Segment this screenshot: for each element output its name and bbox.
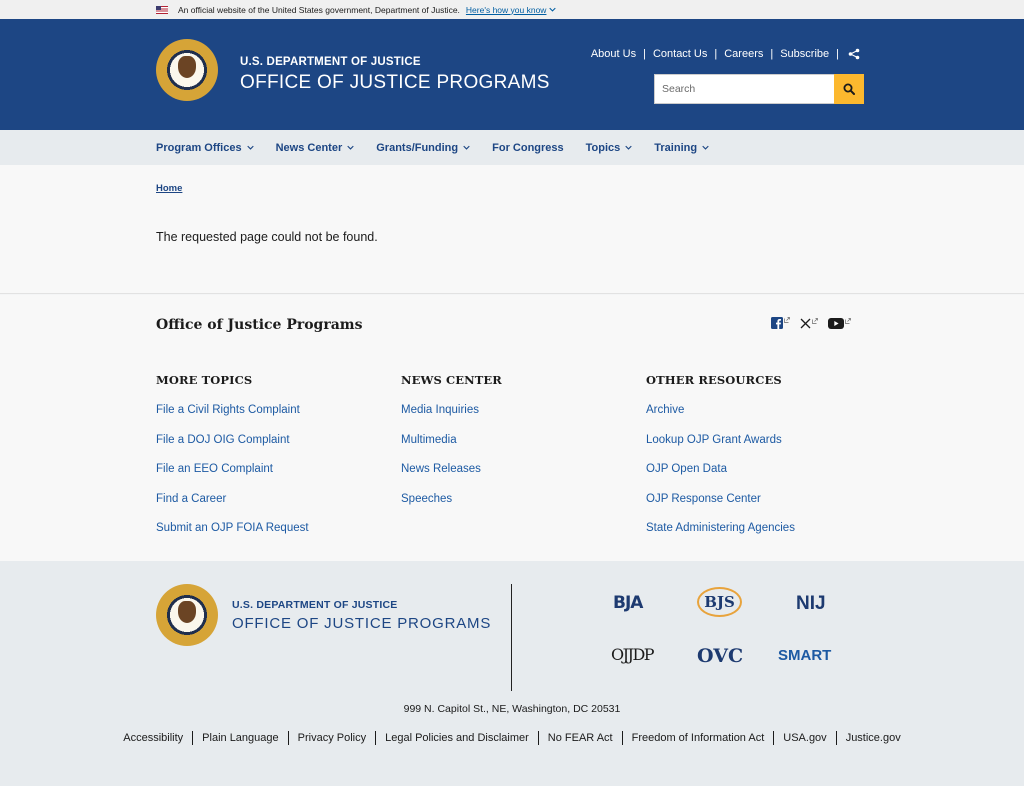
x-icon	[800, 318, 811, 329]
external-link-icon	[845, 318, 851, 324]
divider	[375, 731, 376, 745]
column-heading: NEWS CENTER	[401, 373, 502, 387]
eeo-complaint-link[interactable]: File an EEO Complaint	[156, 463, 273, 475]
bjs-logo[interactable]: BJS	[697, 587, 742, 617]
footer-links-section	[0, 295, 1024, 561]
divider	[773, 731, 774, 745]
civil-rights-complaint-link[interactable]: File a Civil Rights Complaint	[156, 404, 300, 416]
nav-label: Grants/Funding	[376, 141, 459, 154]
youtube-icon	[828, 318, 844, 329]
divider: |	[770, 48, 774, 60]
chevron-down-icon	[347, 145, 354, 150]
about-us-link[interactable]: About Us	[590, 48, 637, 60]
news-releases-link[interactable]: News Releases	[401, 463, 481, 475]
find-career-link[interactable]: Find a Career	[156, 492, 227, 505]
main-content	[0, 165, 1024, 294]
chevron-down-icon	[549, 7, 556, 12]
external-link-icon	[812, 318, 818, 324]
smart-logo[interactable]: SMART	[778, 647, 832, 664]
contact-us-link[interactable]: Contact Us	[652, 48, 708, 60]
subscribe-link[interactable]: Subscribe	[780, 48, 830, 60]
page-not-found-message: The requested page could not be found.	[156, 230, 378, 244]
no-fear-act-link[interactable]: No FEAR Act	[547, 732, 613, 744]
doj-seal-logo[interactable]	[156, 584, 218, 646]
footer-office-name[interactable]: OFFICE OF JUSTICE PROGRAMS	[232, 615, 492, 632]
nij-logo[interactable]: NIJ	[796, 593, 826, 614]
header-dept-name[interactable]: U.S. DEPARTMENT OF JUSTICE	[240, 56, 421, 68]
nav-grants-funding[interactable]	[376, 142, 470, 154]
divider	[192, 731, 193, 745]
social-links	[771, 317, 851, 329]
foia-request-link[interactable]: Submit an OJP FOIA Request	[156, 522, 309, 534]
grant-awards-link[interactable]: Lookup OJP Grant Awards	[646, 433, 782, 446]
utility-links	[591, 48, 860, 60]
search-form	[654, 74, 864, 104]
legal-policies-link[interactable]: Legal Policies and Disclaimer	[385, 732, 529, 744]
footer-column-other-resources	[646, 373, 795, 552]
x-link[interactable]	[800, 318, 818, 329]
search-button[interactable]	[834, 74, 864, 104]
media-inquiries-link[interactable]: Media Inquiries	[401, 404, 479, 416]
search-input[interactable]	[654, 74, 834, 104]
header-office-name[interactable]: OFFICE OF JUSTICE PROGRAMS	[240, 72, 550, 93]
vertical-divider	[511, 584, 512, 691]
column-heading: OTHER RESOURCES	[646, 373, 782, 387]
main-nav	[0, 130, 1024, 165]
nav-news-center[interactable]	[276, 142, 355, 154]
gov-banner-text: An official website of the United States government, Department of Justice.	[178, 4, 460, 15]
archive-link[interactable]: Archive	[646, 404, 685, 416]
doj-seal-logo[interactable]	[156, 39, 218, 101]
nav-label: Training	[654, 141, 698, 154]
open-data-link[interactable]: OJP Open Data	[646, 463, 727, 475]
accessibility-link[interactable]: Accessibility	[123, 732, 184, 744]
state-agencies-link[interactable]: State Administering Agencies	[646, 522, 795, 534]
office-address: 999 N. Capitol St., NE, Washington, DC 20531	[403, 703, 621, 715]
footer-dept-name[interactable]: U.S. DEPARTMENT OF JUSTICE	[232, 599, 398, 611]
divider	[538, 731, 539, 745]
chevron-down-icon	[247, 145, 254, 150]
youtube-link[interactable]	[828, 318, 851, 329]
divider	[836, 731, 837, 745]
nav-topics[interactable]	[586, 142, 633, 154]
facebook-icon	[771, 317, 783, 329]
heres-how-you-know-link[interactable]	[466, 5, 557, 15]
bja-logo[interactable]: BJA	[613, 593, 643, 613]
nav-for-congress[interactable]	[492, 142, 564, 154]
privacy-policy-link[interactable]: Privacy Policy	[297, 732, 367, 744]
nav-label: News Center	[275, 141, 343, 154]
share-icon[interactable]	[848, 48, 860, 60]
chevron-down-icon	[702, 145, 709, 150]
doj-oig-complaint-link[interactable]: File a DOJ OIG Complaint	[156, 433, 290, 446]
multimedia-link[interactable]: Multimedia	[401, 433, 457, 446]
legal-links	[0, 731, 1024, 745]
justice-gov-link[interactable]: Justice.gov	[845, 732, 901, 744]
divider: |	[643, 48, 646, 60]
careers-link[interactable]: Careers	[724, 48, 764, 60]
facebook-link[interactable]	[771, 317, 790, 329]
divider: |	[714, 48, 718, 60]
gov-banner	[0, 0, 1024, 19]
search-icon	[843, 83, 855, 95]
footer-column-more-topics	[156, 373, 309, 552]
divider: |	[836, 48, 839, 60]
usa-gov-link[interactable]: USA.gov	[783, 732, 827, 744]
footer-title: Office of Justice Programs	[156, 317, 363, 333]
nav-label: Topics	[585, 141, 621, 154]
plain-language-link[interactable]: Plain Language	[202, 732, 279, 744]
column-heading: MORE TOPICS	[156, 373, 253, 387]
divider	[288, 731, 289, 745]
nav-label: For Congress	[492, 141, 564, 154]
nav-training[interactable]	[654, 142, 709, 154]
heres-how-you-know-label: Here's how you know	[465, 4, 547, 15]
ojjdp-logo[interactable]: OJJDP	[611, 645, 654, 664]
speeches-link[interactable]: Speeches	[401, 492, 453, 505]
footer-column-news-center	[401, 373, 502, 522]
footer-bottom	[0, 561, 1024, 786]
us-flag-icon	[156, 6, 168, 14]
chevron-down-icon	[625, 145, 632, 150]
response-center-link[interactable]: OJP Response Center	[646, 492, 761, 505]
nav-label: Program Offices	[156, 141, 242, 154]
foia-link[interactable]: Freedom of Information Act	[631, 732, 765, 744]
chevron-down-icon	[463, 145, 470, 150]
nav-program-offices[interactable]	[156, 142, 254, 154]
external-link-icon	[784, 317, 790, 323]
divider	[622, 731, 623, 745]
ovc-logo[interactable]: OVC	[697, 645, 744, 667]
site-header	[0, 19, 1024, 130]
breadcrumb-home[interactable]: Home	[156, 183, 183, 194]
